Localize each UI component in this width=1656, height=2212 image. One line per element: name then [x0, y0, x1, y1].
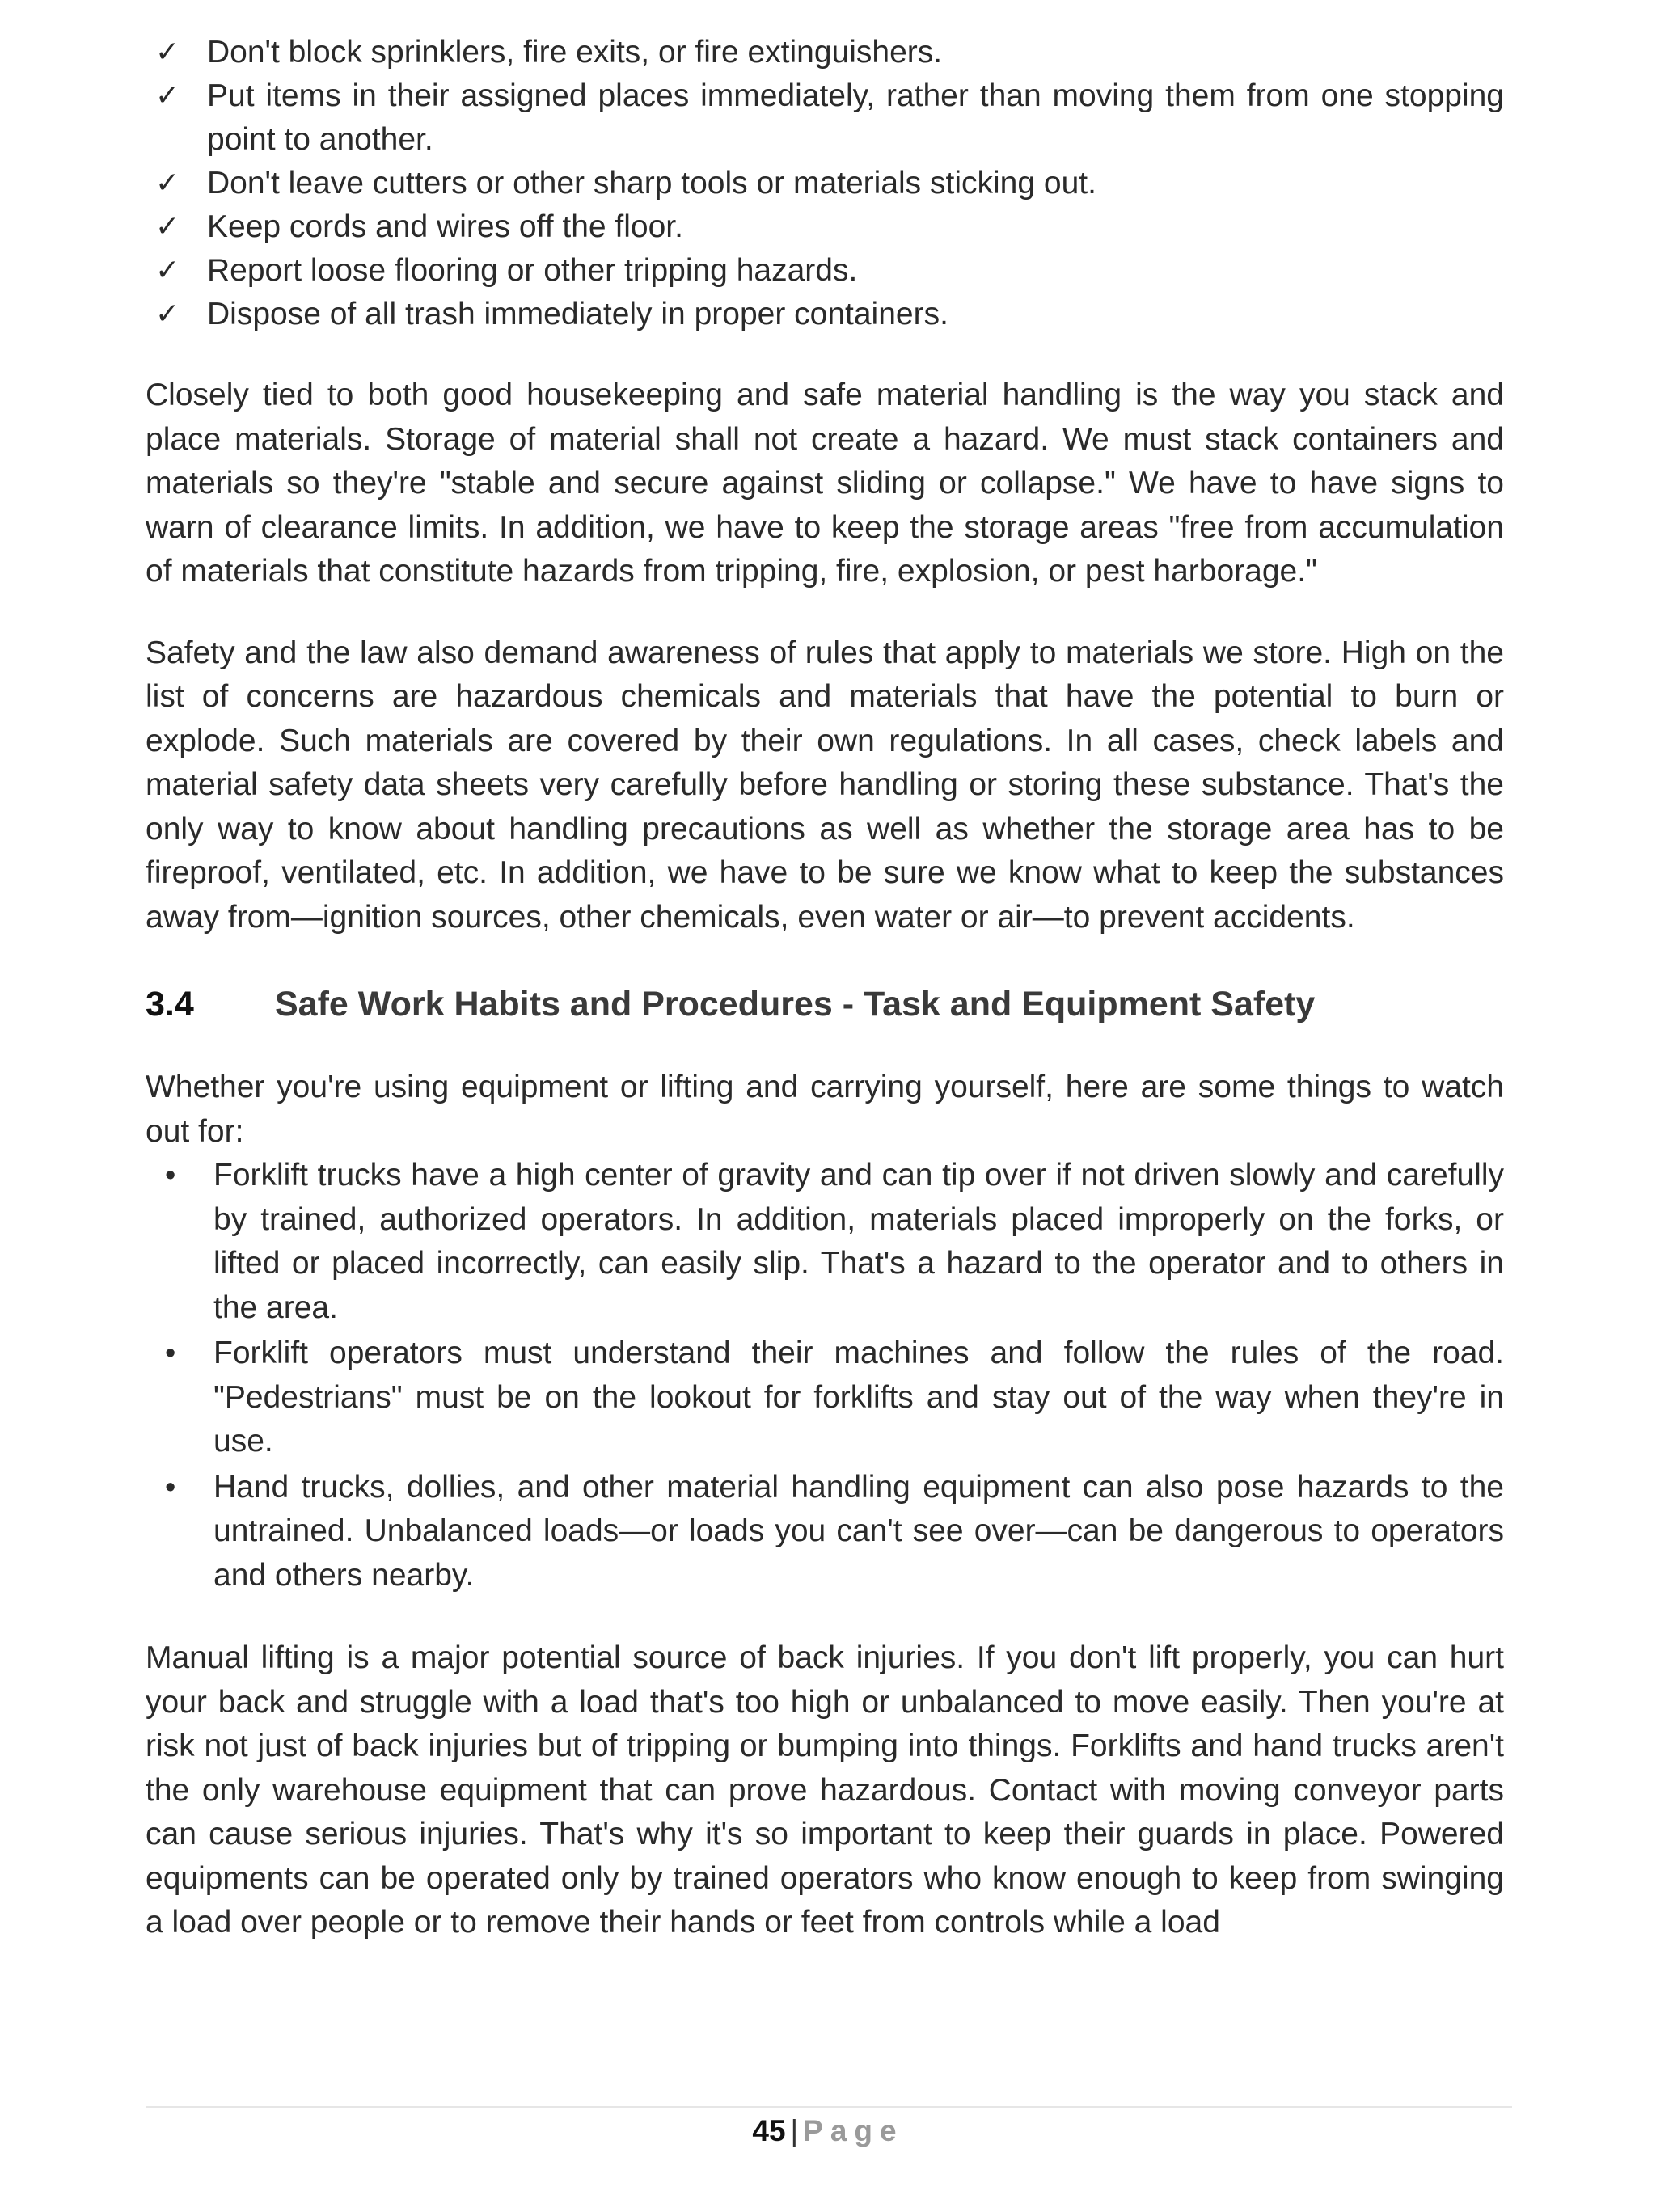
section-number: 3.4: [146, 985, 194, 1024]
page-number: 45: [752, 2114, 786, 2147]
housekeeping-checklist: [146, 31, 1504, 336]
page-footer: [0, 2113, 1656, 2149]
bullet-icon: •: [165, 1470, 176, 1505]
page-label: Page: [803, 2114, 904, 2147]
checklist-item: ✓ Keep cords and wires off the floor.: [146, 205, 1504, 249]
section-heading: [146, 980, 1504, 1028]
bullet-icon: •: [165, 1159, 176, 1193]
checkmark-icon: ✓: [155, 36, 180, 69]
document-page: [146, 31, 1504, 1945]
bullet-item: • Hand trucks, dollies, and other material handling equipment can also pose hazards to the untrained. Unbalanced loads—or loads you can't see over—can be dangerous to operators and others nearby.: [146, 1466, 1504, 1598]
checkmark-icon: ✓: [155, 210, 180, 243]
section-title: Safe Work Habits and Procedures - Task and Equipment Safety: [275, 985, 1316, 1024]
checklist-item: ✓ Put items in their assigned places immediately, rather than moving them from one stopping point to another.: [146, 74, 1504, 162]
bullet-item: • Forklift operators must understand their machines and follow the rules of the road. "Pedestrians" must be on the lookout for forklifts and stay out of the way when they're in use.: [146, 1332, 1504, 1464]
checklist-item: ✓ Dispose of all trash immediately in proper containers.: [146, 293, 1504, 336]
lifting-paragraph: Manual lifting is a major potential source of back injuries. If you don't lift properly, you can hurt your back and struggle with a load that's too high or unbalanced to move easily. Then you're at risk not just of back injuries but of tripping or bumping into things. Forklifts and hand trucks aren't the only warehouse equipment that can prove hazardous. Contact with moving conveyor parts can cause serious injuries. That's why it's so important to keep their guards in place. Powered equipments can be operated only by trained operators who know enough to keep from swinging a load over people or to remove their hands or feet from controls while a load: [146, 1640, 1504, 1940]
stacking-paragraph: Closely tied to both good housekeeping and safe material handling is the way you stack and place materials. Storage of material shall not create a hazard. We must stack containers and materials so they're "stable and secure against sliding or collapse." We have to have signs to warn of clearance limits. In addition, we have to keep the storage areas "free from accumulation of materials that constitute hazards from tripping, fire, explosion, or pest harborage.": [146, 378, 1504, 589]
equipment-bullet-list: [146, 1154, 1504, 1598]
checkmark-icon: ✓: [155, 254, 180, 287]
law-paragraph: Safety and the law also demand awareness of rules that apply to materials we store. High on the list of concerns are hazardous chemicals and materials that have the potential to burn or explode. Such materials are covered by their own regulations. In all cases, check labels and material safety data sheets very carefully before handling or storing these substance. That's the only way to know about handling precautions as well as whether the storage area has to be fireproof, ventilated, etc. In addition, we have to be sure we know what to keep the substances away from—ignition sources, other chemicals, even water or air—to prevent accidents.: [146, 635, 1504, 935]
bullet-item: • Forklift trucks have a high center of gravity and can tip over if not driven slowly and carefully by trained, authorized operators. In addition, materials placed improperly on the forks, or lifted or placed incorrectly, can easily slip. That's a hazard to the operator and to others in the area.: [146, 1154, 1504, 1330]
checkmark-icon: ✓: [155, 79, 180, 112]
checklist-item: ✓ Don't leave cutters or other sharp tools or materials sticking out.: [146, 162, 1504, 205]
footer-separator: |: [790, 2114, 799, 2147]
checklist-item: ✓ Report loose flooring or other tripping hazards.: [146, 249, 1504, 293]
bullet-icon: •: [165, 1336, 176, 1370]
checkmark-icon: ✓: [155, 167, 180, 200]
footer-divider: [146, 2106, 1512, 2108]
checkmark-icon: ✓: [155, 298, 180, 331]
intro-paragraph: Whether you're using equipment or lifting and carrying yourself, here are some things to watch out for:: [146, 1070, 1504, 1149]
checklist-item: ✓ Don't block sprinklers, fire exits, or fire extinguishers.: [146, 31, 1504, 74]
